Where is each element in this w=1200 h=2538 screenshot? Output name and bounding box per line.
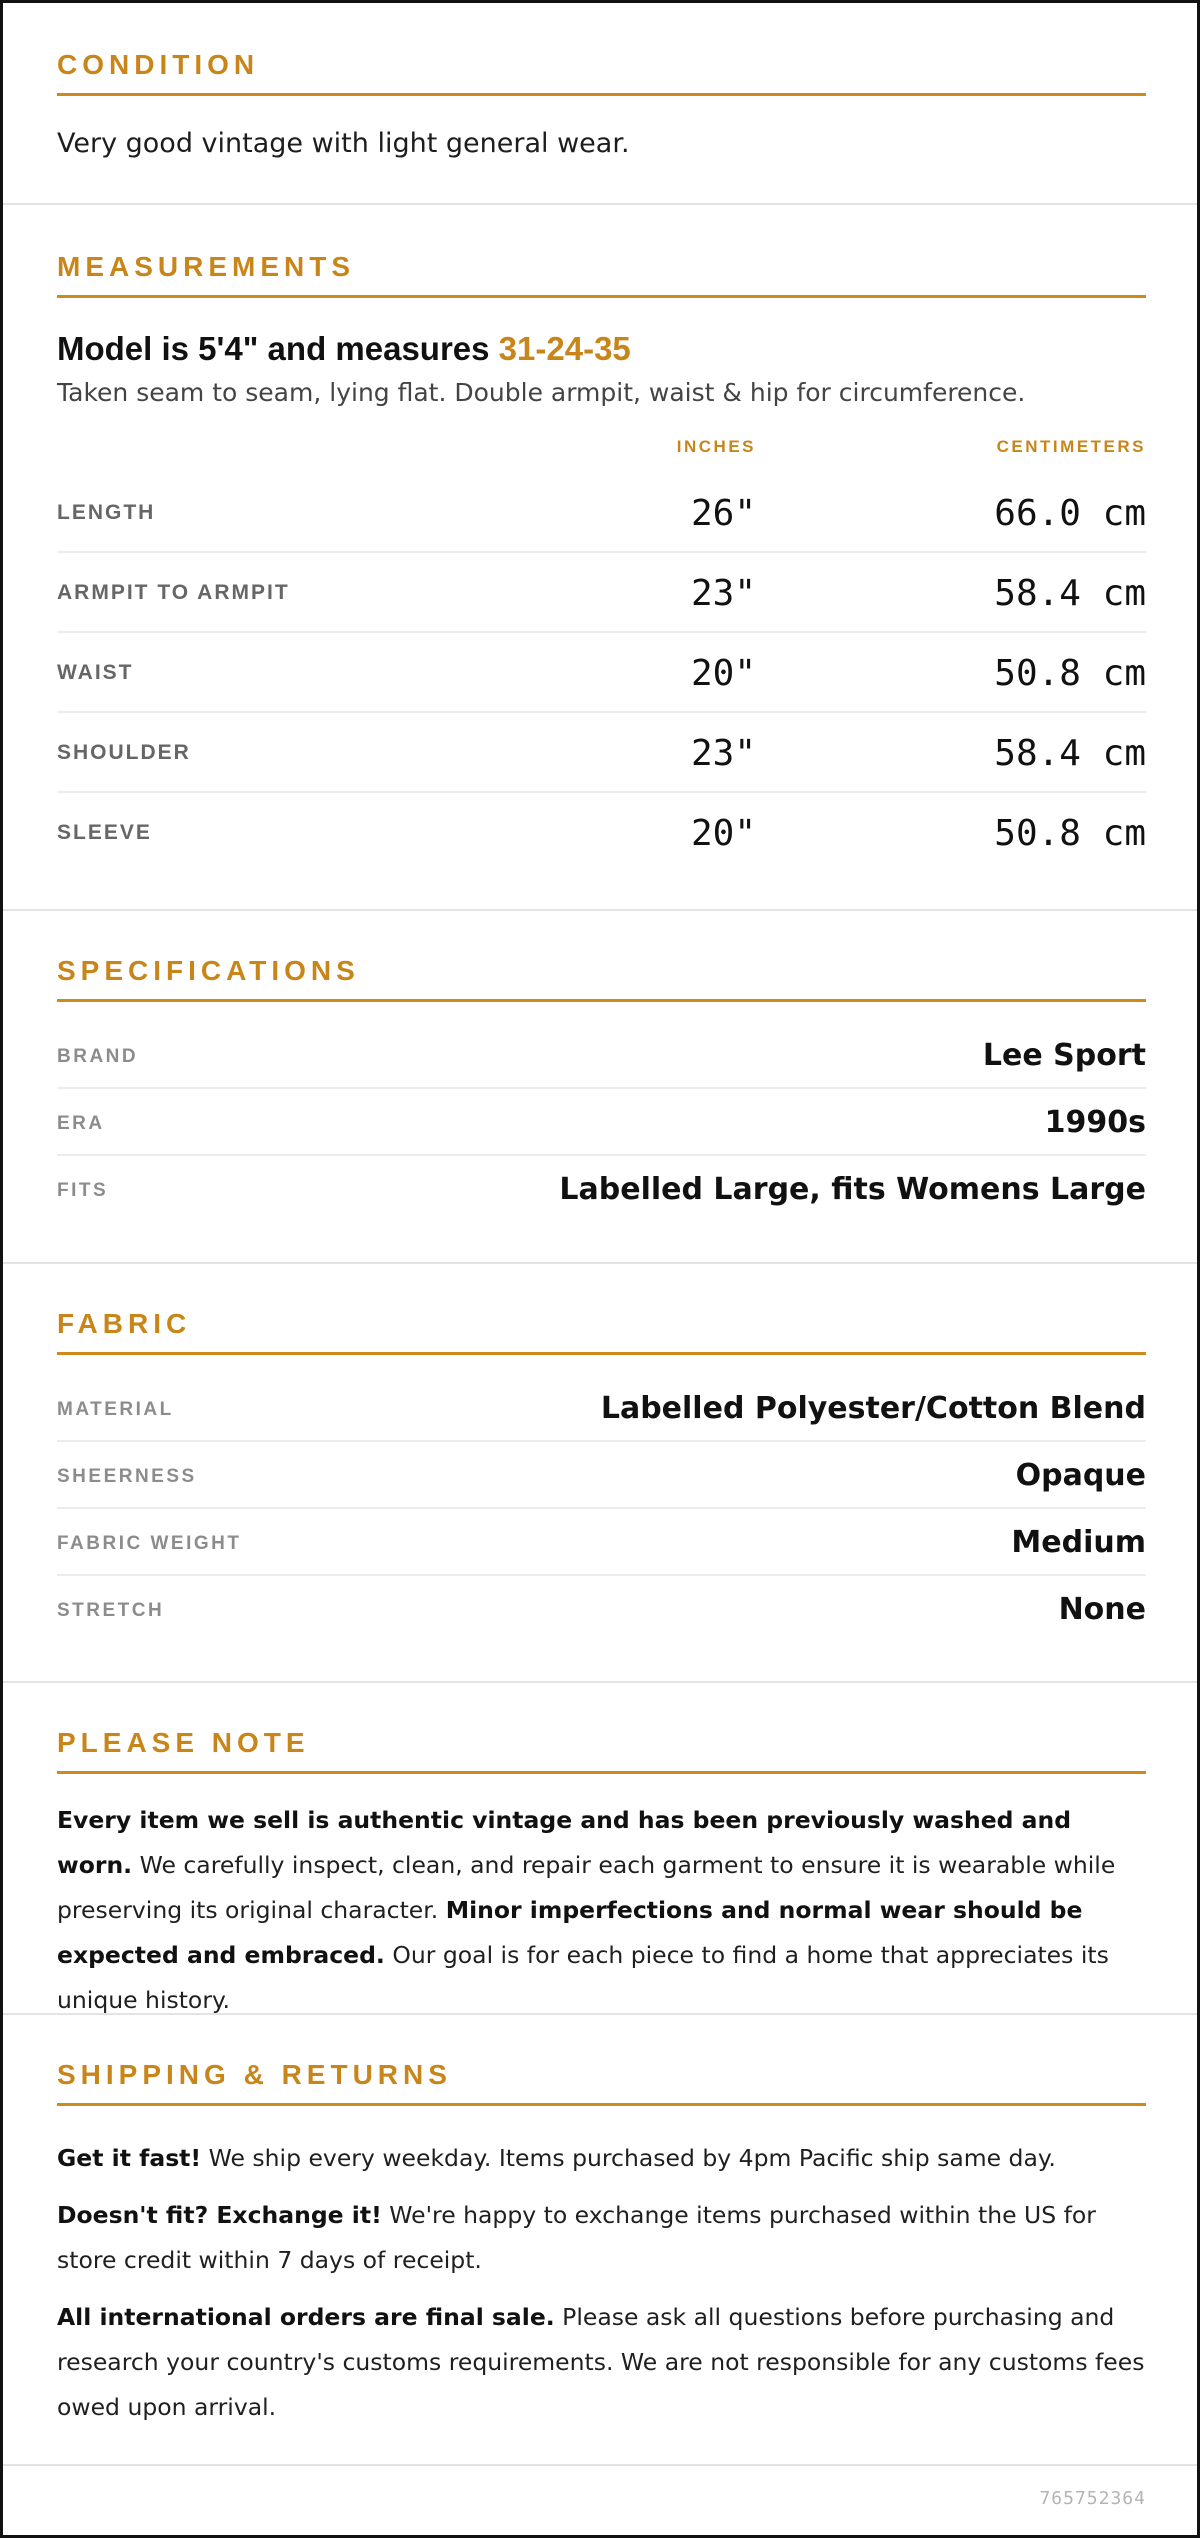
please-note-title: PLEASE NOTE	[57, 1727, 1146, 1774]
fabric-value: None	[1058, 1592, 1146, 1627]
fabric-title: FABRIC	[57, 1308, 1146, 1355]
fabric-row-material	[57, 1375, 1146, 1442]
measurements-table	[57, 437, 1146, 873]
spec-row-brand	[57, 1022, 1146, 1089]
shipping-returns-section	[3, 2015, 1197, 2466]
measurement-inches: 23"	[690, 573, 756, 614]
measurement-label: WAIST	[57, 661, 134, 684]
measurement-label: SLEEVE	[57, 821, 152, 844]
spec-value: Labelled Large, fits Womens Large	[559, 1172, 1146, 1207]
fabric-key: MATERIAL	[57, 1399, 174, 1420]
fabric-key: SHEERNESS	[57, 1466, 197, 1487]
specifications-title: SPECIFICATIONS	[57, 955, 1146, 1002]
measurement-cm: 50.8 cm	[994, 653, 1146, 694]
shipping-paragraph-international	[57, 2295, 1146, 2430]
measurements-title: MEASUREMENTS	[57, 251, 1146, 298]
shipping-bold: Doesn't fit? Exchange it!	[57, 2201, 382, 2229]
fabric-row-weight	[57, 1509, 1146, 1576]
condition-text: Very good vintage with light general wear.	[57, 128, 630, 159]
shipping-paragraph-exchange	[57, 2193, 1146, 2283]
spec-value: 1990s	[1044, 1105, 1146, 1140]
measurements-header	[57, 437, 1146, 473]
fabric-value: Opaque	[1015, 1458, 1146, 1493]
measurement-row-shoulder	[57, 713, 1146, 793]
measurement-cm: 50.8 cm	[994, 813, 1146, 854]
please-note-section	[3, 1683, 1197, 2015]
spec-row-era	[57, 1089, 1146, 1156]
please-note-body	[57, 1798, 1146, 2023]
measurement-row-sleeve	[57, 793, 1146, 873]
measurement-cm: 66.0 cm	[994, 493, 1146, 534]
measurement-row-length	[57, 473, 1146, 553]
measurement-inches: 20"	[690, 653, 756, 694]
spec-key: BRAND	[57, 1046, 139, 1067]
measurement-label: ARMPIT TO ARMPIT	[57, 581, 290, 604]
fabric-key: STRETCH	[57, 1600, 165, 1621]
shipping-title: SHIPPING & RETURNS	[57, 2059, 1146, 2106]
note-bold-2: Minor imperfections and normal wear should be expected and embraced.	[57, 1896, 1083, 1969]
measurement-inches: 20"	[690, 813, 756, 854]
fabric-row-stretch	[57, 1576, 1146, 1643]
specifications-table	[57, 1022, 1146, 1223]
model-measures-value: 31-24-35	[498, 330, 631, 367]
fabric-row-sheerness	[57, 1442, 1146, 1509]
model-measurements	[57, 330, 1146, 368]
measurement-inches: 23"	[690, 733, 756, 774]
fabric-section	[3, 1264, 1197, 1683]
measurement-row-armpit	[57, 553, 1146, 633]
shipping-text: We're happy to exchange items purchased within the US for store credit within 7 days of receipt.	[57, 2201, 1096, 2274]
shipping-bold: Get it fast!	[57, 2144, 202, 2172]
fabric-key: FABRIC WEIGHT	[57, 1533, 242, 1554]
footer	[3, 2466, 1197, 2526]
note-bold-1: Every item we sell is authentic vintage and has been previously washed and worn.	[57, 1806, 1072, 1879]
spec-key: ERA	[57, 1113, 105, 1134]
spec-key: FITS	[57, 1180, 109, 1201]
shipping-text: We ship every weekday. Items purchased by 4pm Pacific ship same day.	[201, 2144, 1056, 2172]
product-sku: 765752364	[1039, 2488, 1146, 2509]
measurement-cm: 58.4 cm	[994, 733, 1146, 774]
column-header-inches: INCHES	[676, 437, 756, 456]
measurement-label: SHOULDER	[57, 741, 191, 764]
note-text-2: Our goal is for each piece to find a home that appreciates its unique history.	[57, 1941, 1109, 2014]
measurement-label: LENGTH	[57, 501, 156, 524]
fabric-table	[57, 1375, 1146, 1643]
measurements-section	[3, 205, 1197, 911]
note-text-1: We carefully inspect, clean, and repair each garment to ensure it is wearable while preserving its original character.	[57, 1851, 1116, 1924]
shipping-bold: All international orders are final sale.	[57, 2303, 555, 2331]
spec-row-fits	[57, 1156, 1146, 1223]
measurement-method-note: Taken seam to seam, lying flat. Double armpit, waist & hip for circumference.	[57, 378, 1026, 407]
model-prefix: Model is 5'4" and measures	[57, 330, 499, 367]
condition-title: CONDITION	[57, 49, 1146, 96]
specifications-section	[3, 911, 1197, 1264]
column-header-centimeters: CENTIMETERS	[996, 437, 1146, 456]
measurement-cm: 58.4 cm	[994, 573, 1146, 614]
spec-value: Lee Sport	[982, 1038, 1146, 1073]
measurement-row-waist	[57, 633, 1146, 713]
condition-section	[3, 3, 1197, 205]
fabric-value: Medium	[1011, 1525, 1146, 1560]
shipping-text: Please ask all questions before purchasing and research your country's customs requirements. We are not responsible for any customs fees owed upon arrival.	[57, 2303, 1145, 2421]
shipping-paragraph-speed	[57, 2136, 1146, 2181]
measurement-inches: 26"	[690, 493, 756, 534]
fabric-value: Labelled Polyester/Cotton Blend	[600, 1391, 1146, 1426]
